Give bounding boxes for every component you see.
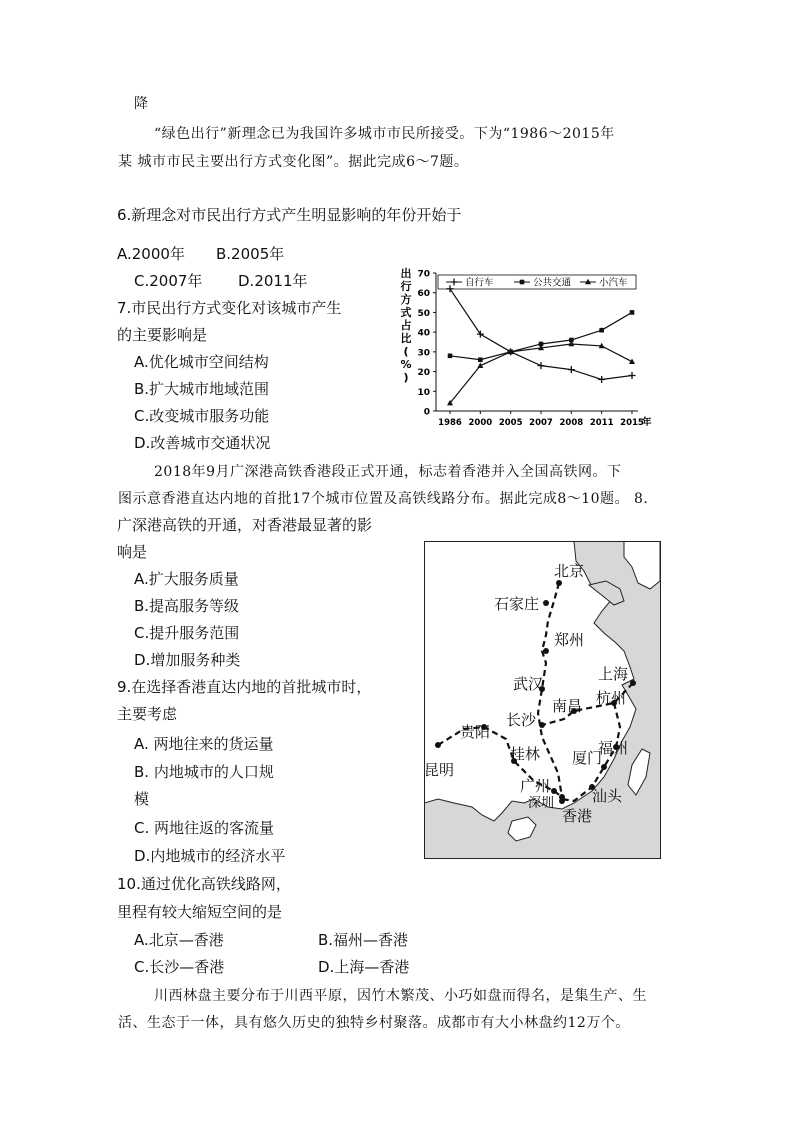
map-city-label: 厦门 (572, 749, 603, 767)
chart-legend-label: 小汽车 (599, 277, 628, 289)
question-10-line2: 里程有较大缩短空间的是 (117, 903, 283, 921)
question-8-line1: 广深港高铁的开通，对香港最显著的影 (117, 516, 373, 534)
chart-legend-label: 公共交通 (533, 277, 572, 289)
chart-y-axis-label-char: ( (403, 345, 409, 358)
q10-option-a: A.北京—香港 (134, 931, 224, 949)
chart-point (629, 372, 636, 379)
chart-y-axis-label-char: % (400, 358, 412, 371)
map-city-label: 长沙 (506, 711, 537, 729)
question-9-line1: 9.在选择香港直达内地的首批城市时， (117, 678, 372, 696)
chart-x-axis-label: 年 (642, 417, 652, 428)
chart-x-tick-label: 1986 (438, 418, 462, 428)
chart-y-tick-label: 30 (417, 348, 430, 359)
chart-y-tick-label: 60 (417, 289, 430, 300)
chart-y-axis-label-char: 行 (400, 280, 412, 293)
map-city-label: 桂林 (510, 745, 541, 763)
map-city-label: 上海 (598, 665, 629, 683)
chart-y-tick-label: 40 (417, 328, 430, 339)
chart-point (477, 331, 484, 338)
intro-paragraph-line2: 某 城市市民主要出行方式变化图”。据此完成6～7题。 (118, 154, 469, 170)
chart-y-tick-label: 0 (423, 407, 430, 418)
map-city-label: 郑州 (554, 631, 585, 649)
high-speed-rail-map (424, 541, 661, 859)
travel-mode-line-chart (396, 266, 666, 432)
q8-option-c: C.提升服务范围 (134, 624, 240, 642)
chart-point (630, 310, 635, 315)
map-city-label: 北京 (554, 562, 585, 580)
question-7-line1: 7.市民出行方式变化对该城市产生 (117, 299, 342, 317)
chart-y-axis-label-char: 占 (400, 319, 412, 332)
map-city-label: 汕头 (592, 787, 623, 805)
chart-x-tick-label: 2015 (620, 418, 644, 428)
q7-option-a: A.优化城市空间结构 (134, 353, 269, 371)
chart-x-tick-label: 2005 (498, 418, 523, 428)
q7-option-b: B.扩大城市地域范围 (134, 380, 270, 398)
chart-point (568, 366, 575, 373)
map-city-label: 香港 (562, 807, 593, 825)
chart-point (478, 357, 483, 362)
fragment-text: 降 (134, 96, 149, 112)
map-city-label: 南昌 (552, 697, 583, 715)
q9-option-b: B. 内地城市的人口规 (134, 763, 274, 781)
question-10-line1: 10.通过优化高铁线路网， (117, 875, 291, 893)
chart-x-tick-label: 2000 (468, 418, 493, 428)
q9-option-b-cont: 模 (134, 790, 150, 808)
chart-x-tick-label: 2011 (589, 418, 614, 428)
q6-option-a: A.2000年 (117, 245, 185, 263)
chart-point (598, 376, 605, 383)
q9-option-a: A. 两地往来的货运量 (134, 735, 274, 753)
paragraph3-line2: 活、生态于一体，具有悠久历史的独特乡村聚落。成都市有大小林盘约12万个。 (118, 1015, 630, 1031)
map-city-label: 武汉 (513, 675, 544, 693)
chart-y-axis-label (400, 266, 411, 384)
chart-point (520, 280, 525, 285)
q6-option-b: B.2005年 (216, 245, 285, 263)
paragraph2-line2: 图示意香港直达内地的首批17个城市位置及高铁线路分布。据此完成8～10题。 8. (118, 491, 649, 507)
q7-option-c: C.改变城市服务功能 (134, 407, 270, 425)
chart-y-tick-label: 70 (417, 269, 430, 280)
chart-y-tick-label: 10 (417, 387, 430, 398)
chart-x-tick-label: 2008 (559, 418, 584, 428)
chart-legend-label: 自行车 (465, 277, 494, 289)
map-city-label: 石家庄 (494, 595, 540, 613)
map-city-label: 深圳 (528, 796, 555, 811)
paragraph3-line1: 川西林盘主要分布于川西平原，因竹木繁茂、小巧如盘而得名，是集生产、生 (154, 988, 647, 1004)
chart-x-tick-label: 2007 (529, 418, 553, 428)
question-9-line2: 主要考虑 (117, 705, 178, 723)
q9-option-d: D.内地城市的经济水平 (134, 847, 286, 865)
q6-option-c: C.2007年 (134, 272, 203, 290)
q6-option-d: D.2011年 (238, 272, 308, 290)
chart-point (599, 328, 604, 333)
q10-option-b: B.福州—香港 (318, 931, 409, 949)
chart-y-axis-label-char: 方 (400, 293, 412, 306)
map-city-label: 福州 (598, 739, 629, 757)
q8-option-b: B.提高服务等级 (134, 597, 240, 615)
q9-option-c: C. 两地往返的客流量 (134, 819, 275, 837)
intro-paragraph-line1: “绿色出行”新理念已为我国许多城市市民所接受。下为“1986～2015年 (154, 126, 615, 142)
q8-option-a: A.扩大服务质量 (134, 570, 239, 588)
chart-y-tick-label: 20 (417, 368, 430, 379)
chart-y-axis-label-char: ) (403, 371, 409, 384)
chart-y-axis-label-char: 比 (400, 332, 412, 345)
map-city-label: 杭州 (596, 689, 627, 707)
q10-option-c: C.长沙—香港 (134, 958, 225, 976)
q8-option-d: D.增加服务种类 (134, 651, 241, 669)
q10-option-d: D.上海—香港 (318, 958, 410, 976)
map-city-label: 贵阳 (460, 723, 491, 741)
chart-y-axis-label-char: 式 (400, 306, 412, 319)
chart-y-tick-label: 50 (417, 308, 430, 319)
chart-series-line (450, 344, 632, 403)
question-6: 6.新理念对市民出行方式产生明显影响的年份开始于 (117, 206, 462, 224)
question-7-line2: 的主要影响是 (117, 326, 208, 344)
chart-y-axis-label-char: 出 (400, 267, 412, 280)
chart-point (448, 354, 453, 359)
question-8-line2: 响是 (117, 543, 148, 561)
q7-option-d: D.改善城市交通状况 (134, 434, 271, 452)
chart-point (538, 362, 545, 369)
chart-series-line (450, 312, 632, 359)
paragraph2-line1: 2018年9月广深港高铁香港段正式开通，标志着香港并入全国高铁网。下 (154, 464, 622, 480)
map-city-label: 昆明 (424, 761, 455, 779)
map-city-label: 广州 (520, 777, 551, 795)
